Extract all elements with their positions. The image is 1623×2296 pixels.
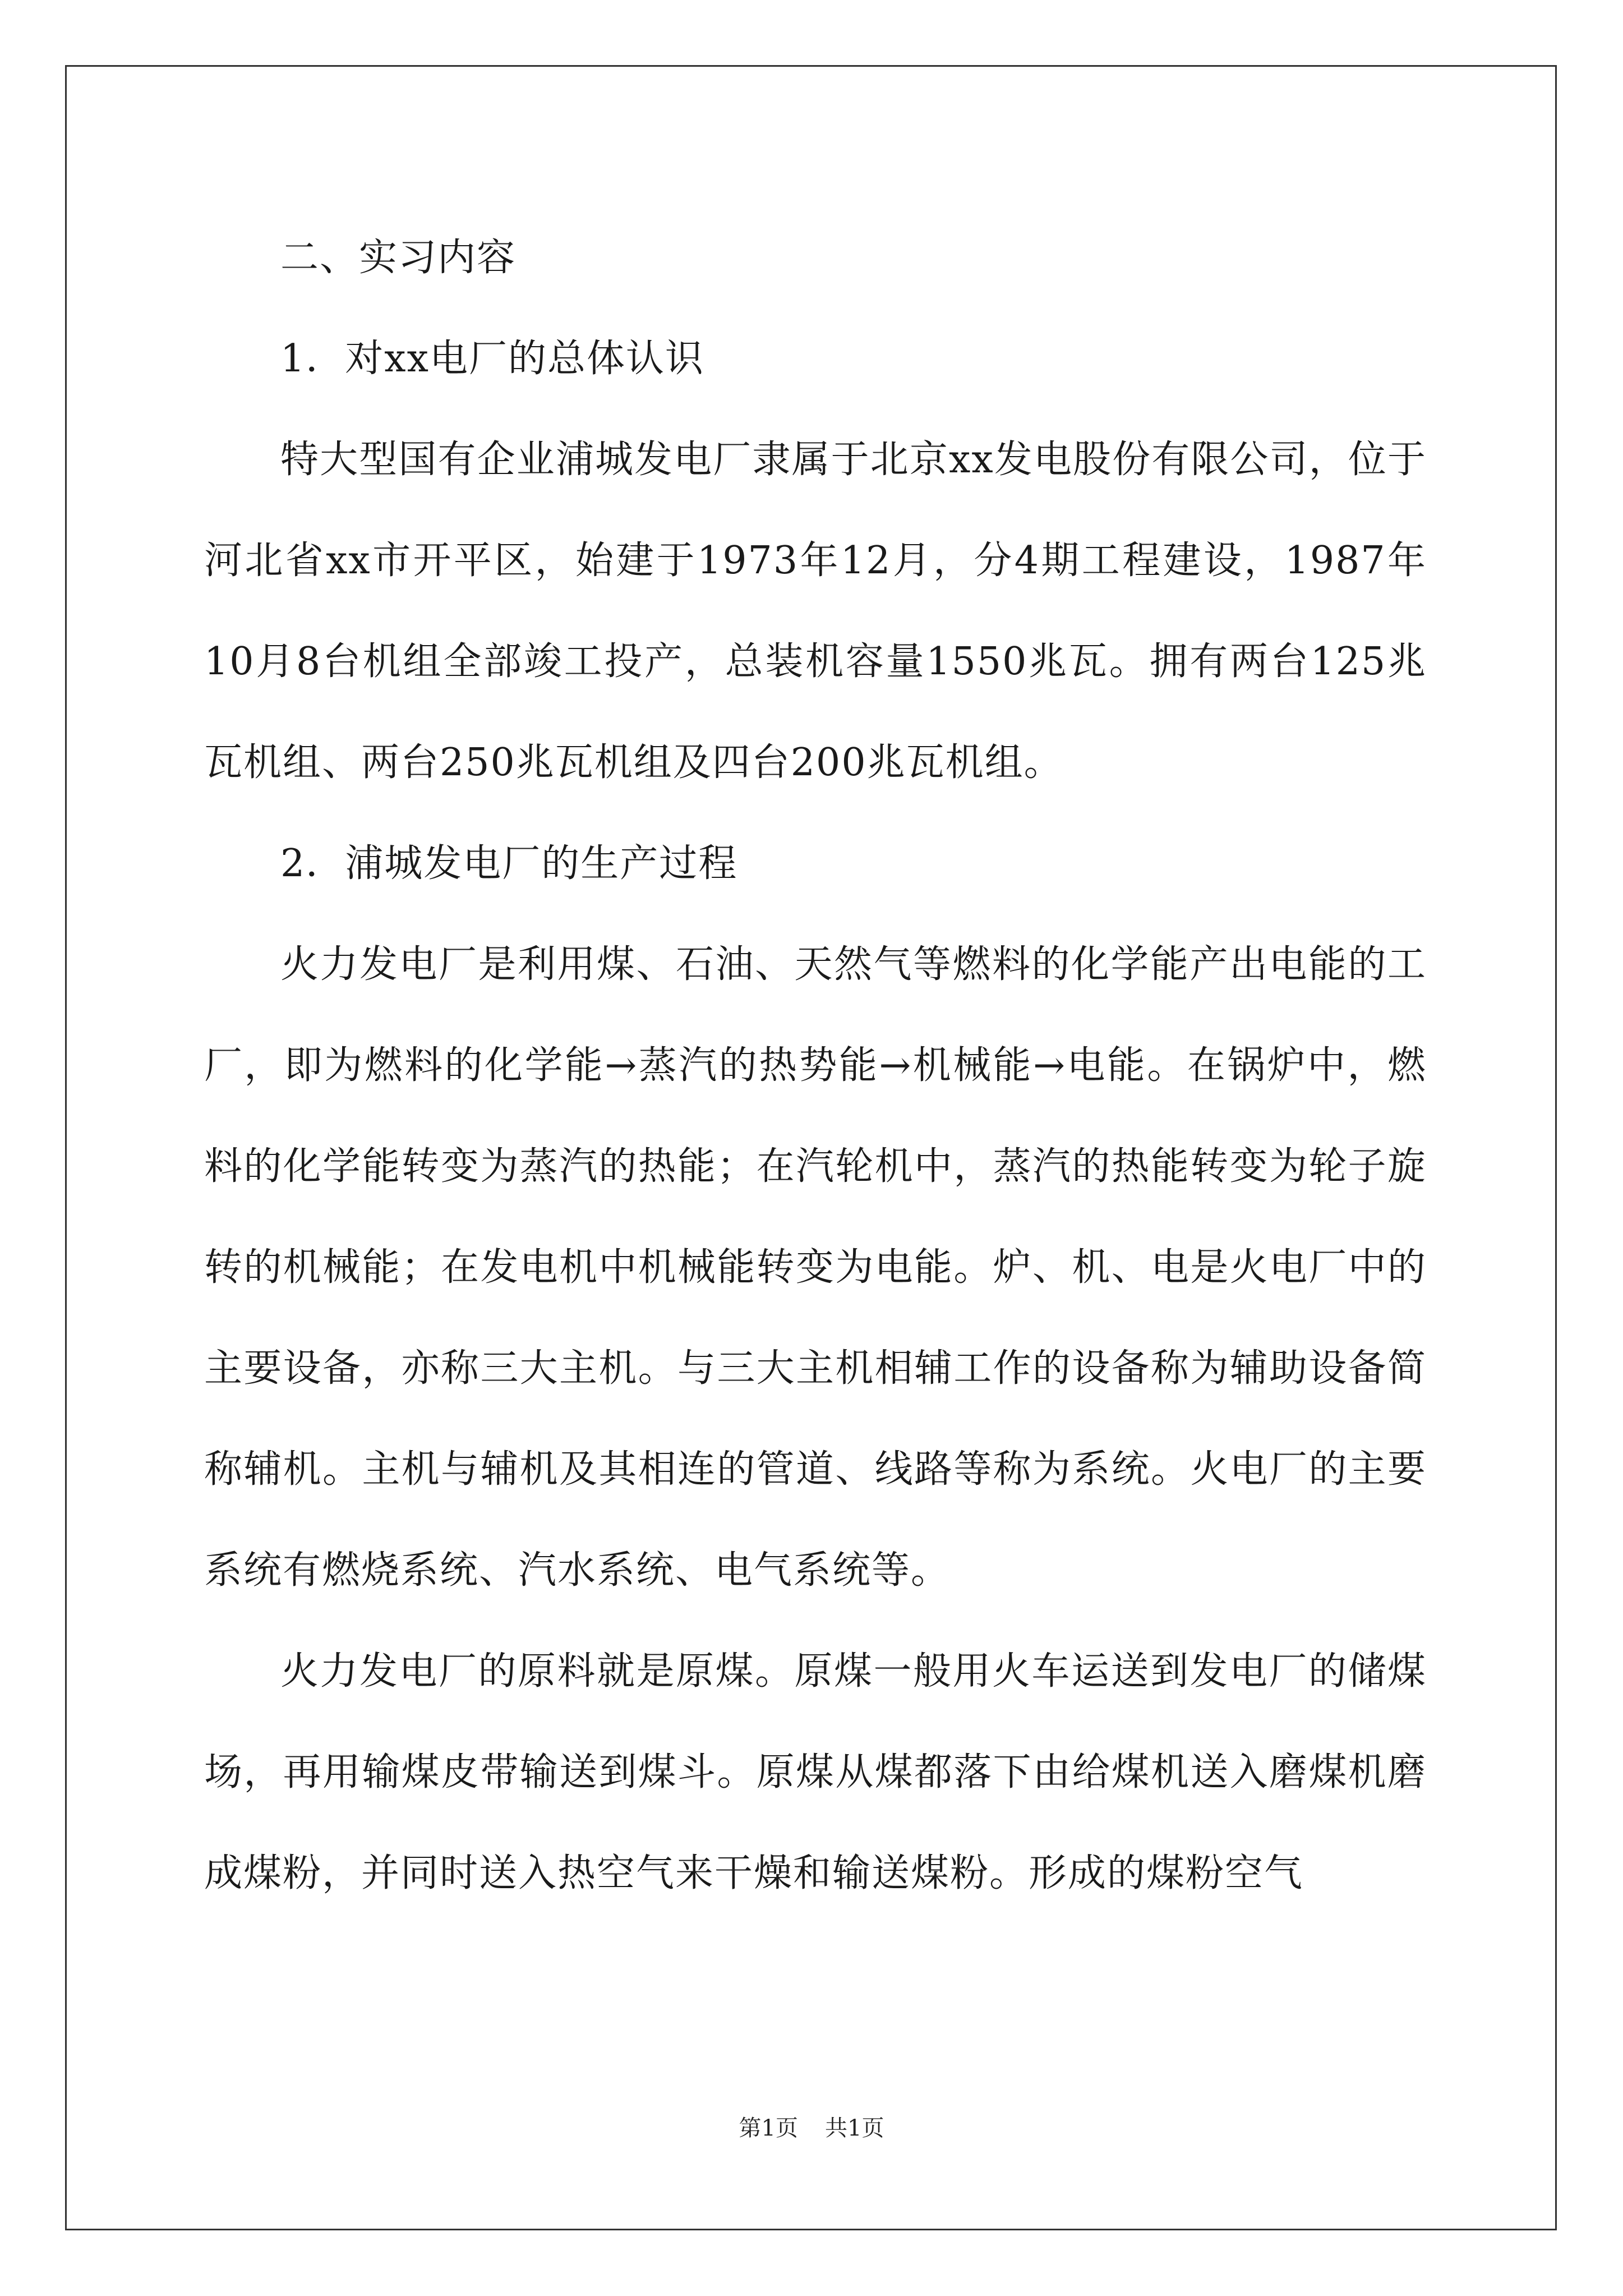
page-total: 共1页 — [825, 2115, 884, 2141]
subsection-heading-2: 2．浦城发电厂的生产过程 — [280, 841, 738, 886]
page-number: 第1页 — [739, 2115, 798, 2141]
section-heading: 二、实习内容 — [280, 236, 517, 280]
subsection-heading-1: 1．对xx电厂的总体认识 — [280, 337, 704, 381]
paragraph-2: 火力发电厂是利用煤、石油、天然气等燃料的化学能产出电能的工厂，即为燃料的化学能→蒸汽的热势能→机械能→电能。在锅炉中，燃料的化学能转变为蒸汽的热能；在汽轮机中，蒸汽的热能转变为轮子旋转的机械能；在发电机中机械能转变为电能。炉、机、电是火电厂中的主要设备，亦称三大主机。与三大主机相辅工作的设备称为辅助设备简称辅机。主机与辅机及其相连的管道、线路等称为系统。火电厂的主要系统有燃烧系统、汽水系统、电气系统等。 — [204, 942, 1427, 1593]
page-footer — [0, 2110, 1623, 2142]
paragraph-1: 特大型国有企业浦城发电厂隶属于北京xx发电股份有限公司，位于河北省xx市开平区，始建于1973年12月，分4期工程建设，1987年10月8台机组全部竣工投产，总装机容量1550兆瓦。拥有两台125兆瓦机组、两台250兆瓦机组及四台200兆瓦机组。 — [204, 438, 1427, 785]
paragraph-3: 火力发电厂的原料就是原煤。原煤一般用火车运送到发电厂的储煤场，再用输煤皮带输送到煤斗。原煤从煤都落下由给煤机送入磨煤机磨成煤粉，并同时送入热空气来干燥和输送煤粉。形成的煤粉空气 — [204, 1649, 1427, 1895]
document-body — [204, 208, 1427, 1924]
